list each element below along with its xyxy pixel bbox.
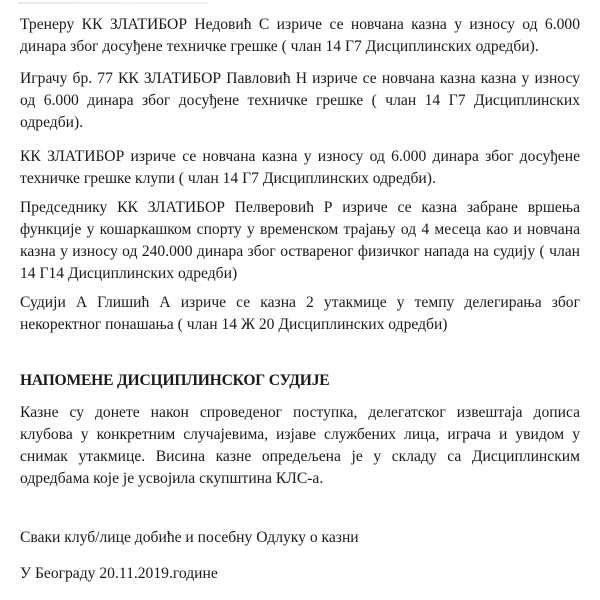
notes-heading: НАПОМЕНЕ ДИСЦИПЛИНСКОГ СУДИЈЕ xyxy=(20,372,330,389)
ruling-club-bench: КК ЗЛАТИБОР изриче се новчана казна у износу од 6.000 динара због досуђене техничке грешке клупи ( члан 14 Г7 Дисциплинских одредби). xyxy=(20,148,580,187)
ruling-player: Играчу бр. 77 КК ЗЛАТИБОР Павловић Н изриче се новчана казна казна у износу од 6.000 динара због досуђене техничке грешке ( члан 14 Г7 Дисциплинских одредби). xyxy=(20,70,580,131)
ruling-referee: Судији А Глишић А изриче се казна 2 утакмице у темпу делегирања због некоректног понашања ( члан 14 Ж 20 Дисциплинских одредби) xyxy=(20,294,580,333)
notes-text: Казне су донете након спроведеног поступка, делегатског извештаја дописа клубова у конкретним случајевима, изјаве службених лица, играча и увидом у снимак утакмице. Висина казне опредељена је у складу са Дисциплинским одредбама које је усвојила скупштина КЛС-а. xyxy=(20,404,580,487)
ruling-president: Председнику КК ЗЛАТИБОР Пелверовић Р изриче се казна забране вршења функције у кошаркашком спорту у временском трајању од 4 месеца као и новчана казна у износу од 240.000 динара због оствареног физичког напада на судију ( члан 14 Г14 Дисциплинских одредби) xyxy=(20,199,580,282)
closing-note: Сваки клуб/лице добиће и посебну Одлуку о казни xyxy=(20,529,359,546)
ruling-coach: Тренеру КК ЗЛАТИБОР Недовић С изриче се новчана казна у износу од 6.000 динара због досуђене техничке грешке ( члан 14 Г7 Дисциплинских одредби). xyxy=(20,16,580,55)
cropped-previous-line xyxy=(18,2,208,4)
place-date: У Београду 20.11.2019.године xyxy=(20,565,218,582)
